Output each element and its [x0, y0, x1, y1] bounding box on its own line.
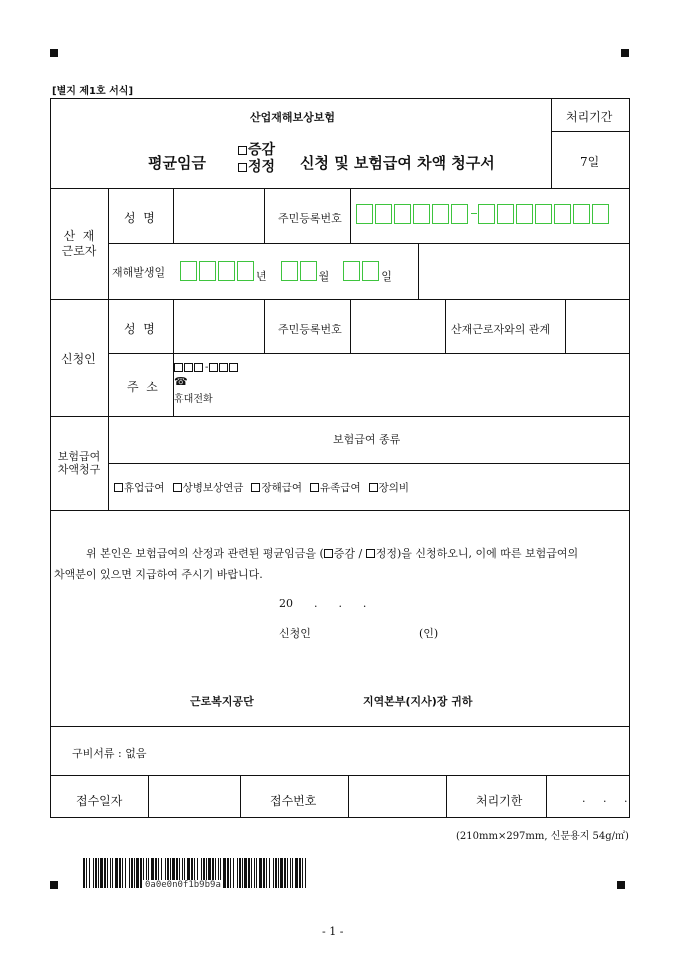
barcode-bar — [136, 858, 139, 888]
barcode-bar — [263, 858, 265, 888]
option-correct[interactable]: 정정 — [238, 159, 275, 176]
mobile-label: 휴대전화 — [174, 394, 213, 405]
deadline-label: 처리기한 — [476, 794, 523, 808]
barcode-bar — [122, 858, 123, 888]
barcode-bar — [129, 858, 130, 888]
barcode-bar — [125, 858, 126, 888]
accident-date-label: 재해발생일 — [112, 266, 166, 279]
received-date-field[interactable] — [149, 776, 239, 817]
relation-field[interactable] — [566, 300, 629, 352]
barcode-bar — [251, 858, 252, 888]
barcode-bar — [89, 858, 90, 888]
address-label: 주 소 — [127, 380, 158, 394]
agency-title: 산업재해보상보험 — [250, 111, 336, 124]
form-title: 신청 및 보험급여 차액 청구서 — [300, 154, 495, 172]
benefit-option[interactable]: 장해급여 — [251, 482, 302, 494]
relation-label: 산재근로자와의 관계 — [451, 323, 551, 336]
barcode-bar — [248, 858, 250, 888]
barcode-bar — [227, 858, 229, 888]
received-date-label: 접수일자 — [76, 794, 123, 808]
worker-rrn-label: 주민등록번호 — [278, 212, 342, 225]
barcode-bar — [131, 858, 133, 888]
barcode-bar — [256, 858, 257, 888]
checkbox-icon — [310, 483, 319, 492]
barcode-bar — [290, 858, 291, 888]
form-label: [별지 제1호 서식] — [52, 86, 134, 97]
barcode-bar — [233, 858, 234, 888]
barcode-bar — [242, 858, 243, 888]
barcode-bar — [230, 858, 231, 888]
barcode-bar — [254, 858, 255, 888]
deadline-value: . . . — [582, 792, 628, 805]
barcode-bar — [83, 858, 85, 888]
barcode-bar — [295, 858, 298, 888]
page-number: - 1 - — [322, 925, 344, 938]
barcode-bar — [284, 858, 286, 888]
processing-period-value: 7일 — [580, 155, 600, 169]
barcode-bar — [104, 858, 106, 888]
barcode-bar — [98, 858, 99, 888]
recipient: 지역본부(지사)장 귀하 — [363, 695, 473, 708]
benefit-option[interactable]: 휴업급여 — [114, 482, 165, 494]
barcode-bar — [107, 858, 108, 888]
applicant-name-label: 성 명 — [124, 322, 155, 336]
worker-name-label: 성 명 — [124, 211, 155, 225]
barcode-bar — [115, 858, 118, 888]
title-average-wage: 평균임금 — [148, 154, 206, 172]
benefit-option[interactable]: 상병보상연금 — [173, 482, 244, 494]
barcode-bar — [140, 858, 142, 888]
barcode-bar — [266, 858, 267, 888]
worker-name-field[interactable] — [174, 189, 263, 242]
checkbox-icon — [251, 483, 260, 492]
barcode-bar — [278, 858, 279, 888]
benefit-kind-label: 보험급여 종류 — [333, 433, 401, 446]
barcode-bar — [269, 858, 270, 888]
barcode-bar — [239, 858, 241, 888]
date-line: 20 . . . — [279, 597, 367, 610]
barcode-bar — [119, 858, 121, 888]
barcode-text: 0a0e0n0f1b9b9a — [145, 880, 221, 888]
barcode-bar — [110, 858, 111, 888]
checkbox-icon — [173, 483, 182, 492]
barcode-bar — [280, 858, 283, 888]
barcode-bar — [93, 858, 94, 888]
benefit-option[interactable]: 유족급여 — [310, 482, 361, 494]
barcode-bar — [86, 858, 87, 888]
barcode-bar — [100, 858, 103, 888]
barcode-bar — [112, 858, 113, 888]
signer-label: 신청인 — [279, 627, 311, 640]
registration-mark-top-left — [50, 49, 58, 57]
barcode-bar — [273, 858, 274, 888]
postal-code-input[interactable]: - — [174, 362, 239, 373]
benefit-section-label: 보험급여 차액청구 — [57, 450, 101, 476]
receipt-number-label: 접수번호 — [270, 794, 317, 808]
barcode — [83, 858, 311, 888]
barcode-bar — [305, 858, 306, 888]
worker-rrn-input[interactable] — [356, 203, 611, 224]
barcode-bar — [223, 858, 226, 888]
checkbox-icon[interactable] — [366, 549, 375, 558]
benefit-options — [114, 480, 409, 495]
applicant-rrn-label: 주민등록번호 — [278, 323, 342, 336]
barcode-bar — [292, 858, 293, 888]
barcode-bar — [237, 858, 238, 888]
applicant-rrn-field[interactable] — [351, 300, 444, 352]
checkbox-icon — [369, 483, 378, 492]
statement-line-1: 위 본인은 보험급여의 산정과 관련된 평균임금을 ( 증감 / 정정)을 신청하오니, 이에 따른 보험급여의 — [86, 547, 579, 560]
registration-mark-bottom-right — [617, 881, 625, 889]
checkbox-icon — [114, 483, 123, 492]
required-documents: 구비서류 : 없음 — [72, 747, 147, 760]
seal-label: (인) — [419, 627, 439, 640]
applicant-section-label: 신청인 — [61, 352, 96, 366]
checkbox-icon[interactable] — [324, 549, 333, 558]
statement-line-2: 차액분이 있으면 지급하여 주시기 바랍니다. — [54, 568, 263, 581]
org-name: 근로복지공단 — [190, 695, 254, 708]
title-options — [238, 142, 275, 176]
worker-section-label: 산 재 근로자 — [61, 229, 97, 258]
applicant-name-field[interactable] — [174, 300, 263, 352]
barcode-bar — [302, 858, 303, 888]
barcode-bar — [259, 858, 262, 888]
barcode-bar — [299, 858, 301, 888]
registration-mark-top-right — [621, 49, 629, 57]
telephone-icon: ☎ — [174, 375, 188, 388]
barcode-bar — [95, 858, 97, 888]
barcode-bar — [244, 858, 247, 888]
benefit-option[interactable]: 장의비 — [369, 482, 409, 494]
option-increase[interactable]: 증감 — [238, 142, 275, 159]
checkbox-icon — [238, 163, 247, 172]
registration-mark-bottom-left — [50, 881, 58, 889]
checkbox-icon — [238, 146, 247, 155]
processing-period-label: 처리기간 — [566, 110, 613, 124]
barcode-bar — [287, 858, 288, 888]
barcode-bar — [134, 858, 135, 888]
paper-spec: (210mm×297mm, 신문용지 54g/㎡) — [456, 831, 629, 842]
receipt-number-field[interactable] — [349, 776, 445, 817]
accident-date-input[interactable]: 년 월 일 — [180, 261, 392, 284]
barcode-bar — [275, 858, 277, 888]
